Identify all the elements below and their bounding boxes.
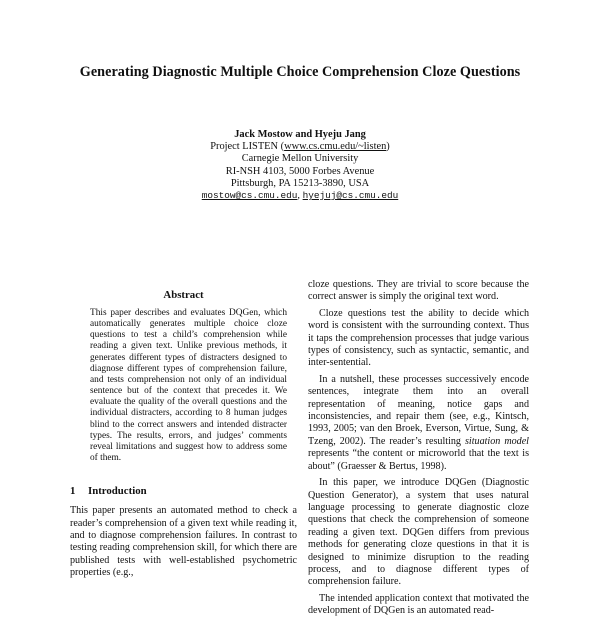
author-names: Jack Mostow and Hyeju Jang [234, 129, 366, 140]
address-line-1: RI-NSH 4103, 5000 Forbes Avenue [225, 165, 375, 177]
section-title: Introduction [88, 485, 147, 498]
address-line-2: Pittsburgh, PA 15213-3890, USA [230, 177, 370, 189]
right-paragraph-4: In this paper, we introduce DQGen (Diagnostic Question Generator), a system that uses natural language processing to generate diagnostic cloze questions that check the comprehension of someone reading a given text. DQGen differs from previous methods for generating cloze questions in that it is designed to minimize disruption to the reading process, and to diagnose different types of comprehension failure. [308, 477, 529, 588]
email-separator: , [297, 190, 300, 202]
paper-title: Generating Diagnostic Multiple Choice Comprehension Cloze Questions [79, 64, 521, 80]
right-paragraph-3-part-a: In a nutshell, these processes successively encode sentences, integrate them into an overall representation of meaning, notice gaps and inconsistencies, and repair them (see, e.g., Kintsch, 1993, 2005; van den Broek, Everson, Virtue, Sung, & Tzeng, 2002). The reader’s resulting [308, 373, 529, 447]
situation-model-term: situation model [464, 435, 529, 447]
project-suffix: ) [386, 141, 390, 153]
author-block [150, 129, 450, 202]
project-line [150, 141, 450, 153]
right-paragraph-2: Cloze questions test the ability to decide which word is consistent with the surrounding context. Thus it taps the comprehension processes that judge various types of consistency, such as syntactic, semantic, and inter-sentential. [308, 307, 529, 369]
email-link-2[interactable]: hyejuj@cs.cmu.edu [302, 190, 399, 202]
section-number: 1 [70, 485, 76, 498]
affiliation: Carnegie Mellon University [241, 153, 359, 165]
right-paragraph-5: The intended application context that motivated the development of DQGen is an automated read- [308, 592, 529, 617]
section-heading-introduction [70, 485, 297, 497]
abstract-text: This paper describes and evaluates DQGen, which automatically generates multiple choice cloze questions to test a child’s comprehension while reading a given text. Unlike previous methods, it generates different types of distracters designed to diagnose different types of comprehension failure, and tests comprehension not only of an individual sentence but of the context that precedes it. We evaluate the quality of the overall questions and the individual distracters, according to 8 human judges blind to the correct answers and intended distracter types. The results, errors, and judges’ comments reveal limitations and suggest how to address some of them. [90, 308, 287, 464]
project-link[interactable]: www.cs.cmu.edu/~listen [284, 141, 387, 153]
intro-paragraph: This paper presents an automated method to check a reader’s comprehension of a given text while reading it, and to diagnose comprehension failures. In contrast to testing reading comprehension skill, for which there are published tests with well-established psychometric properties (e.g., [70, 505, 297, 579]
email-link-1[interactable]: mostow@cs.cmu.edu [201, 190, 298, 202]
project-prefix: Project LISTEN ( [210, 141, 285, 153]
right-paragraph-1: cloze questions. They are trivial to score because the correct answer is simply the original text word. [308, 279, 529, 303]
right-paragraph-3 [308, 374, 529, 473]
left-column [70, 289, 297, 580]
right-paragraph-3-part-b: represents “the content or microworld that the text is about” (Graesser & Bertus, 1998). [308, 448, 529, 472]
email-line [150, 190, 450, 202]
abstract-heading: Abstract [163, 289, 204, 301]
right-column [308, 279, 529, 622]
